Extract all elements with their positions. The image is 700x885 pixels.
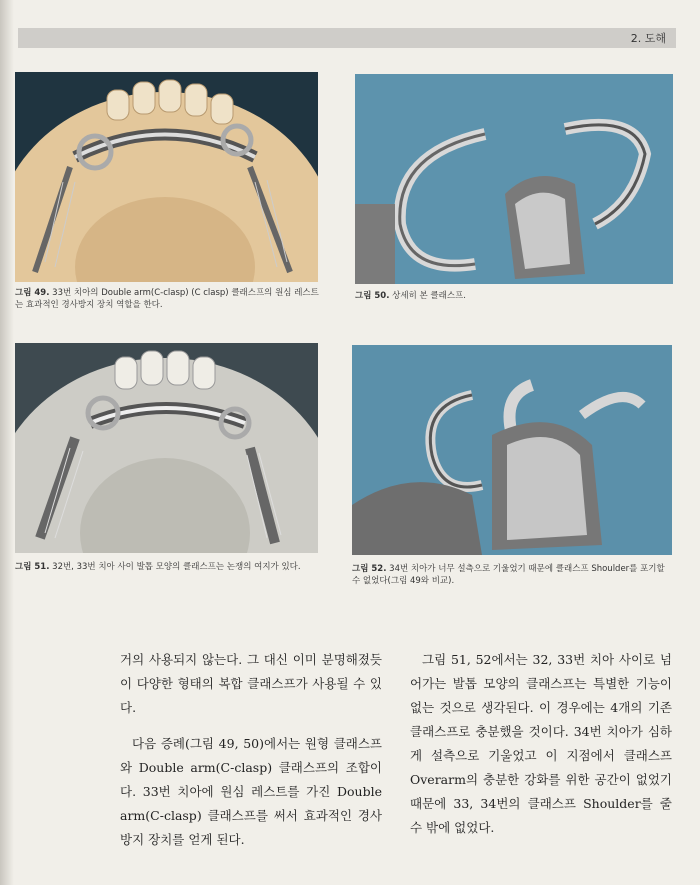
figure-50-caption bbox=[355, 290, 673, 302]
figure-50-label: 그림 50. bbox=[355, 291, 390, 301]
figure-51-label: 그림 51. bbox=[15, 562, 50, 572]
body-left-paragraph-2: 다음 증례(그림 49, 50)에서는 원형 클래스프와 Double arm(C-clasp) 클래스프의 조합이다. 33번 치아에 원심 레스트를 가진 Double arm(C-clasp) 클래스프를 써서 효과적인 경사방지 장치를 얻게 된다. bbox=[120, 736, 382, 847]
body-column-left bbox=[120, 648, 382, 864]
figure-49-label: 그림 49. bbox=[15, 288, 50, 298]
figure-51-photo bbox=[15, 343, 318, 553]
section-header-bar bbox=[18, 28, 676, 48]
figure-49-caption bbox=[15, 287, 325, 311]
figure-51-text: 32번, 33번 치아 사이 발톱 모양의 클래스프는 논쟁의 여지가 있다. bbox=[52, 562, 301, 572]
body-left-paragraph-1: 거의 사용되지 않는다. 그 대신 이미 분명해졌듯이 다양한 형태의 복합 클래스프가 사용될 수 있다. bbox=[120, 652, 382, 715]
figure-49-text: 33번 치아의 Double arm(C-clasp) (C clasp) 클래스프의 원심 레스트는 효과적인 경사방지 장치 역할을 한다. bbox=[15, 288, 319, 310]
page-fold-shadow bbox=[0, 0, 14, 885]
figure-50-photo bbox=[355, 74, 673, 284]
figure-52-text: 34번 치아가 너무 설측으로 기울었기 때문에 클래스프 Shoulder를 포기할 수 없었다(그림 49와 비교). bbox=[352, 564, 665, 586]
section-header-label: 2. 도해 bbox=[630, 32, 666, 45]
body-column-right bbox=[410, 648, 672, 852]
figure-50-text: 상세히 본 클래스프. bbox=[392, 291, 466, 301]
body-right-paragraph-1: 그림 51, 52에서는 32, 33번 치아 사이로 넘어가는 발톱 모양의 클래스프는 특별한 기능이 없는 것으로 생각된다. 이 경우에는 4개의 기존 클래스프로 충분했을 것이다. 34번 치아가 심하게 설측으로 기울었고 이 지점에서 클래스프 Overarm의 충분한 강화를 위한 공간이 없었기 때문에 33, 34번의 클래스프 Shoulder를 줄 수 밖에 없었다. bbox=[410, 652, 672, 835]
figure-52-photo bbox=[352, 345, 672, 555]
figure-52-caption bbox=[352, 563, 674, 587]
figure-51-caption bbox=[15, 561, 325, 573]
figure-52-label: 그림 52. bbox=[352, 564, 387, 574]
figure-49-photo bbox=[15, 72, 318, 282]
